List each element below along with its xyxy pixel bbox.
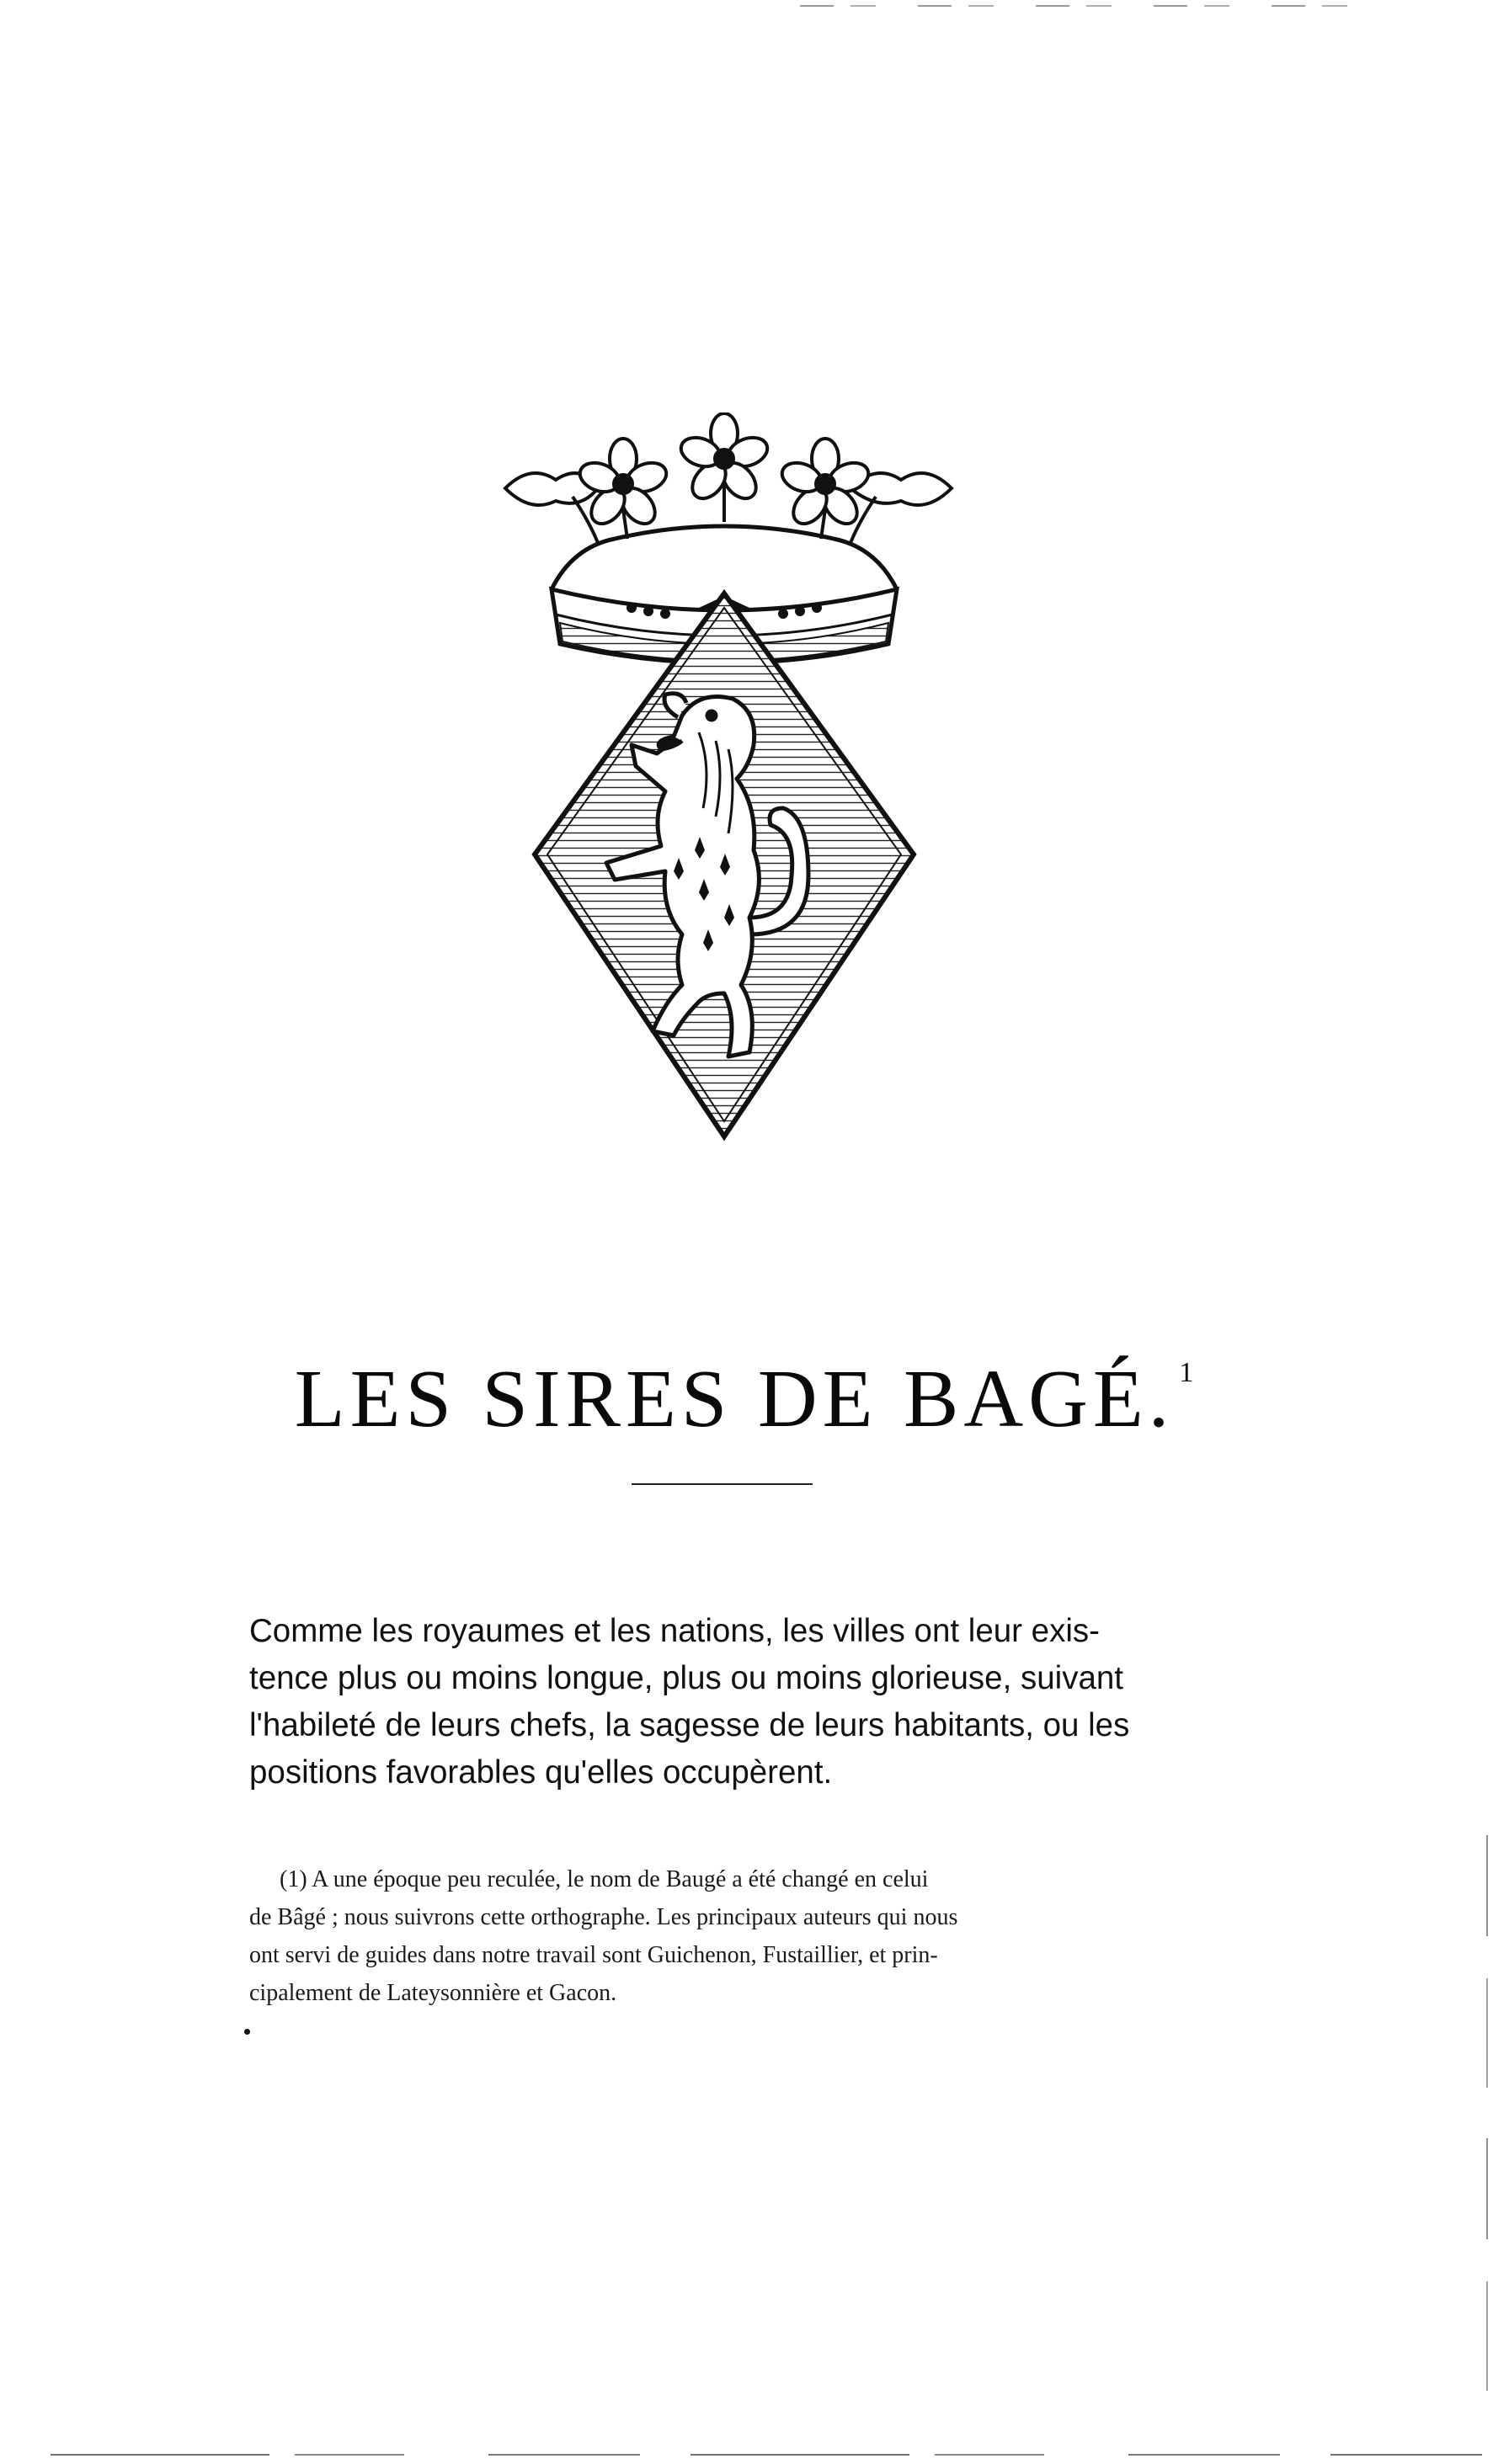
body-line: tence plus ou moins longue, plus ou moins glorieuse, suivant xyxy=(249,1660,1123,1696)
footnote-line: de Bâgé ; nous suivrons cette orthographe. Les principaux auteurs qui nous xyxy=(249,1904,958,1930)
scan-edge-top xyxy=(800,5,1389,7)
scan-edge-right xyxy=(1486,1835,1488,2441)
page-title-text: LES SIRES DE BAGÉ. xyxy=(294,1353,1175,1445)
ink-dot xyxy=(244,2029,250,2035)
body-line: positions favorables qu'elles occupèrent. xyxy=(249,1754,833,1791)
body-line: l'habileté de leurs chefs, la sagesse de leurs habitants, ou les xyxy=(249,1707,1130,1743)
footnote-line: (1) A une époque peu reculée, le nom de Baugé a été changé en celui xyxy=(280,1866,929,1892)
body-line: Comme les royaumes et les nations, les villes ont leur exis- xyxy=(249,1613,1100,1649)
footnote-line: ont servi de guides dans notre travail sont Guichenon, Fustaillier, et prin- xyxy=(249,1942,938,1968)
coat-of-arms-icon xyxy=(472,412,977,1153)
footnote-marker: 1 xyxy=(1179,1356,1199,1388)
footnote xyxy=(249,1860,1209,2012)
page-title xyxy=(0,1352,1493,1446)
scan-edge-bottom xyxy=(51,2454,1482,2456)
title-divider xyxy=(632,1483,813,1485)
body-paragraph xyxy=(249,1608,1180,1796)
footnote-line: cipalement de Lateysonnière et Gacon. xyxy=(249,1980,617,2006)
